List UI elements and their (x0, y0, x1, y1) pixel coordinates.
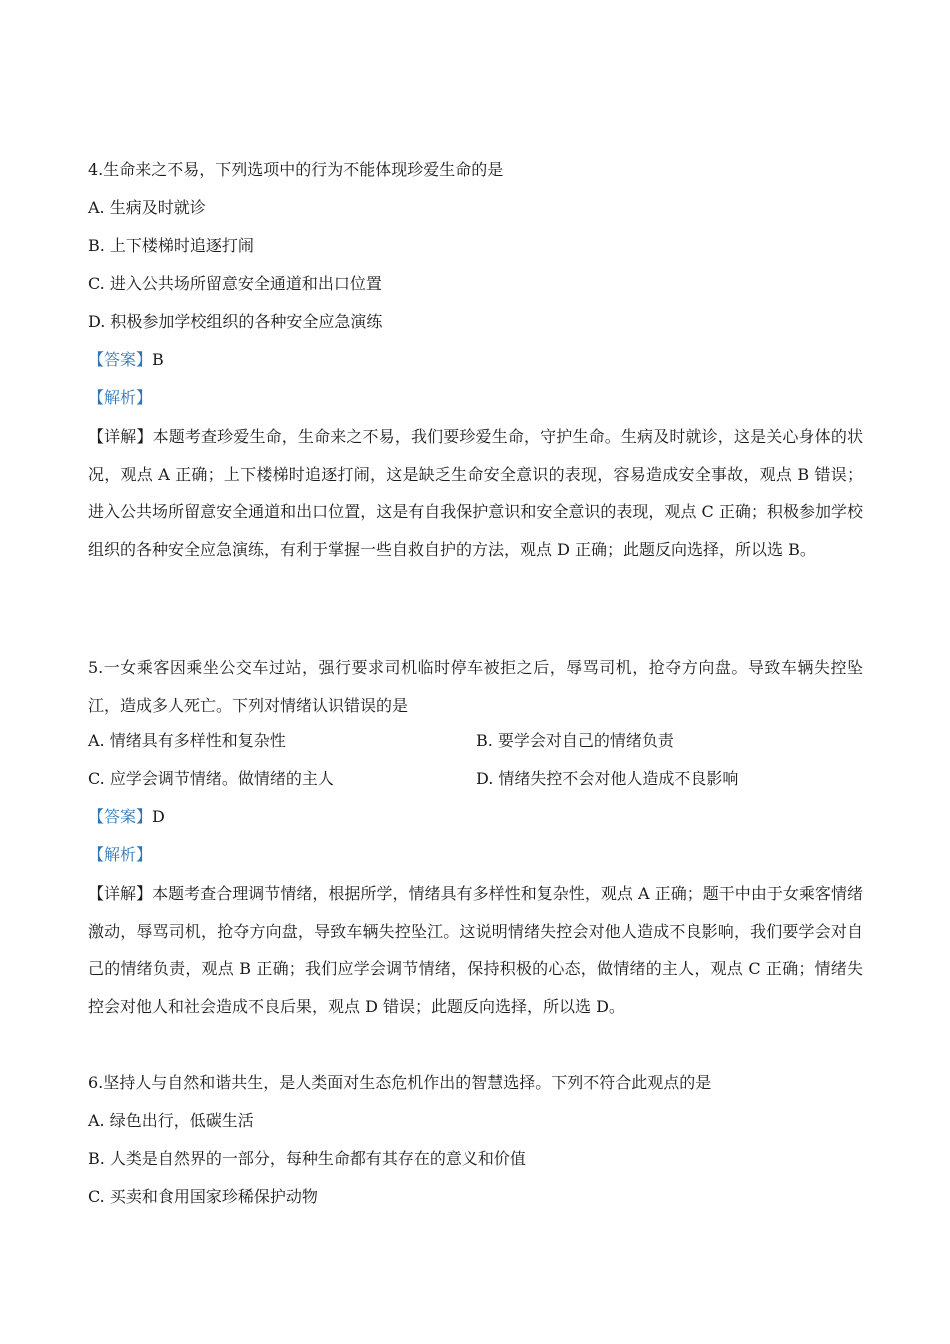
q5-stem: 5.一女乘客因乘坐公交车过站，强行要求司机临时停车被拒之后，辱骂司机，抢夺方向盘。导致车辆失控坠江，造成多人死亡。下列对情绪认识错误的是 (88, 658, 863, 715)
q5-detail (88, 875, 863, 1025)
q5-answer-value: D (152, 807, 165, 826)
q5-option-a: A. 情绪具有多样性和复杂性 (88, 731, 286, 750)
q5-analysis-label: 【解析】 (88, 845, 153, 864)
q4-detail-label: 【详解】 (88, 427, 153, 446)
q5-answer-label: 【答案】 (88, 807, 153, 826)
q4-answer-value: B (152, 350, 164, 369)
q6-option-a: A. 绿色出行，低碳生活 (88, 1111, 254, 1130)
q4-option-c: C. 进入公共场所留意安全通道和出口位置 (88, 274, 382, 293)
q6-option-b: B. 人类是自然界的一部分，每种生命都有其存在的意义和价值 (88, 1149, 526, 1168)
q5-detail-label: 【详解】 (88, 884, 153, 903)
q4-option-b: B. 上下楼梯时追逐打闹 (88, 236, 254, 255)
q5-detail-text: 本题考查合理调节情绪，根据所学，情绪具有多样性和复杂性，观点 A 正确；题干中由于女乘客情绪激动，辱骂司机，抢夺方向盘，导致车辆失控坠江。这说明情绪失控会对他人造成不良影响，我们要学会对自己的情绪负责，观点 B 正确；我们应学会调节情绪，保持积极的心态，做情绪的主人，观点 C 正确；情绪失控会对他人和社会造成不良后果，观点 D 错误；此题反向选择，所以选 D。 (88, 884, 863, 1016)
q4-option-d: D. 积极参加学校组织的各种安全应急演练 (88, 312, 383, 331)
q5-option-c: C. 应学会调节情绪。做情绪的主人 (88, 769, 334, 788)
q6-stem: 6.坚持人与自然和谐共生，是人类面对生态危机作出的智慧选择。下列不符合此观点的是 (88, 1073, 712, 1092)
q4-answer (88, 350, 164, 370)
q4-detail-text: 本题考查珍爱生命，生命来之不易，我们要珍爱生命，守护生命。生病及时就诊，这是关心身体的状况，观点 A 正确；上下楼梯时追逐打闹，这是缺乏生命安全意识的表现，容易造成安全事故，观点 B 错误；进入公共场所留意安全通道和出口位置，这是有自我保护意识和安全意识的表现，观点 C 正确；积极参加学校组织的各种安全应急演练，有利于掌握一些自救自护的方法，观点 D 正确；此题反向选择，所以选 B。 (88, 427, 863, 559)
q5-option-b: B. 要学会对自己的情绪负责 (476, 731, 674, 750)
q6-option-c: C. 买卖和食用国家珍稀保护动物 (88, 1187, 318, 1206)
q4-option-a: A. 生病及时就诊 (88, 198, 206, 217)
q4-detail (88, 418, 863, 568)
q4-stem: 4.生命来之不易，下列选项中的行为不能体现珍爱生命的是 (88, 160, 504, 179)
q4-answer-label: 【答案】 (88, 350, 153, 369)
q4-analysis-label: 【解析】 (88, 388, 153, 407)
q5-option-d: D. 情绪失控不会对他人造成不良影响 (476, 769, 739, 788)
q5-answer (88, 807, 165, 827)
